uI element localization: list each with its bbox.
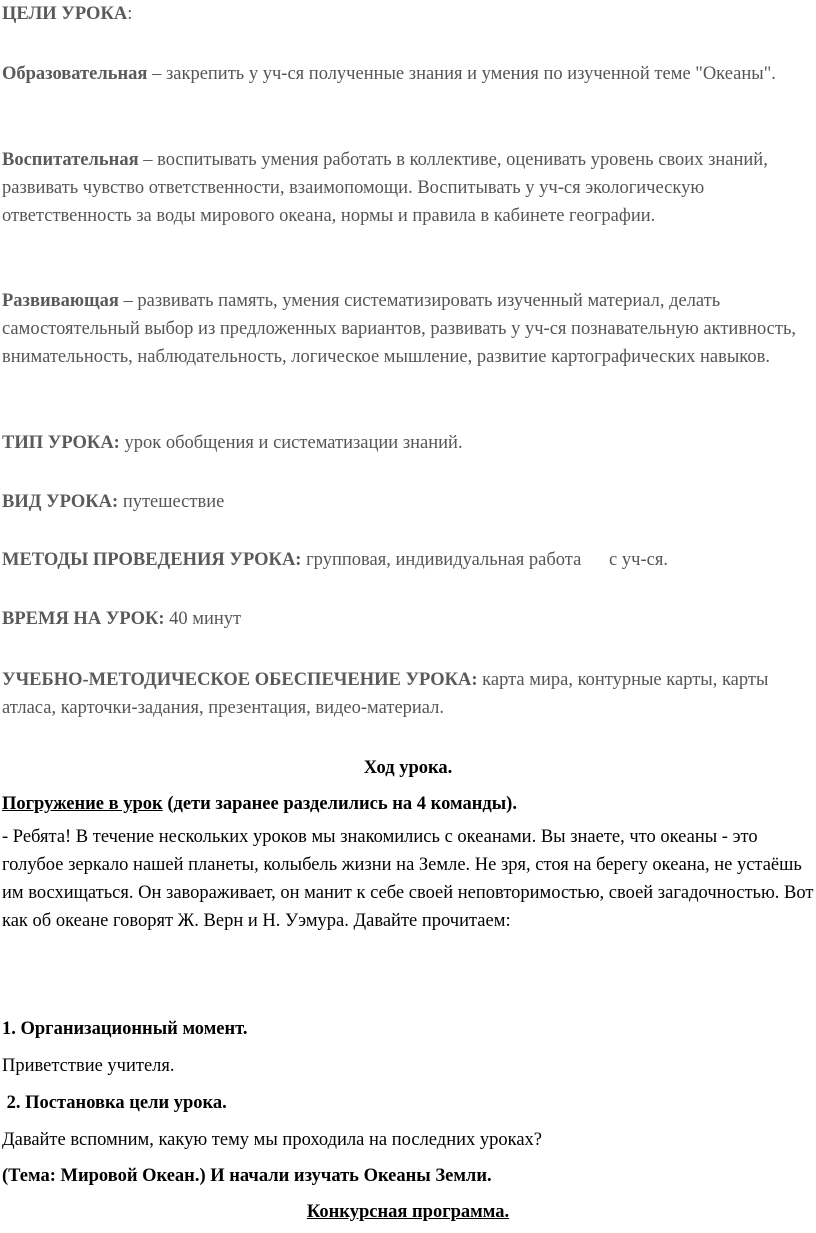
developing-goal-text: – развивать память, умения систематизировать изученный материал, делать самостоятельный выбор из предложенных вариантов, развивать у уч-ся познавательную активность, внимательность, наблюдательность, логическое мышление, развитие картографических навыков. <box>2 291 797 367</box>
lesson-kind-label: ВИД УРОКА: <box>2 492 119 512</box>
educational-goal-label: Образовательная <box>2 64 148 84</box>
lesson-kind-value: путешествие <box>118 492 225 512</box>
topic-line-text: (Тема: Мировой Океан.) И начали изучать Океаны Земли. <box>2 1166 492 1186</box>
lesson-type-value: урок обобщения и систематизации знаний. <box>119 433 463 453</box>
upbringing-goal <box>2 146 814 230</box>
goals-heading <box>2 0 814 28</box>
step2-title <box>2 1089 814 1117</box>
lesson-type-label: ТИП УРОКА: <box>2 433 120 453</box>
step1-text: Приветствие учителя. <box>2 1056 175 1076</box>
goals-heading-label: ЦЕЛИ УРОКА <box>2 4 128 24</box>
goals-heading-suffix: : <box>127 4 133 24</box>
developing-goal <box>2 287 814 371</box>
upbringing-goal-text: – воспитывать умения работать в коллективе, оценивать уровень своих знаний, развивать чувство ответственности, взаимопомощи. Воспитывать у уч-ся экологическую ответственность за воды мирового океана, нормы и правила в кабинете географии. <box>2 150 768 226</box>
lesson-methods <box>2 546 814 574</box>
lesson-methods-label: МЕТОДЫ ПРОВЕДЕНИЯ УРОКА: <box>2 550 302 570</box>
lesson-time-value: 40 минут <box>164 609 242 629</box>
step2-text: Давайте вспомним, какую тему мы проходила на последних уроках? <box>2 1130 542 1150</box>
immersion-note: (дети заранее разделились на 4 команды). <box>162 794 517 814</box>
step1-title <box>2 1015 814 1043</box>
topic-line <box>2 1162 814 1190</box>
immersion-label: Погружение в урок <box>2 794 163 814</box>
step1-title-text: 1. Организационный момент. <box>2 1019 248 1039</box>
intro-paragraph: - Ребята! В течение нескольких уроков мы знакомились с океанами. Вы знаете, что океаны - это голубое зеркало нашей планеты, колыбель жизни на Земле. Не зря, стоя на берегу океана, не устаёшь им восхищаться. Он завораживает, он манит к себе своей неповторимостью, своей загадочностью. Вот как об океане говорят Ж. Верн и Н. Уэмура. Давайте прочитаем: <box>2 827 814 931</box>
educational-goal-text: – закрепить у уч-ся полученные знания и умения по изученной теме "Океаны". <box>147 64 776 84</box>
lesson-methods-value: групповая, индивидуальная работа с уч-ся. <box>301 550 668 570</box>
lesson-materials-value: карта мира, контурные карты, карты атласа, карточки-задания, презентация, видео-материал. <box>2 670 769 718</box>
lesson-time-label: ВРЕМЯ НА УРОК: <box>2 609 165 629</box>
course-title <box>0 754 816 782</box>
lesson-type <box>2 429 814 457</box>
lesson-materials-label: УЧЕБНО-МЕТОДИЧЕСКОЕ ОБЕСПЕЧЕНИЕ УРОКА: <box>2 670 478 690</box>
upbringing-goal-label: Воспитательная <box>2 150 139 170</box>
immersion-heading <box>2 790 814 818</box>
course-title-text: Ход урока. <box>363 758 453 778</box>
contest-title-text: Конкурсная программа. <box>306 1202 510 1222</box>
lesson-time <box>2 605 814 633</box>
lesson-kind <box>2 488 814 516</box>
step2-title-text: 2. Постановка цели урока. <box>2 1093 227 1113</box>
contest-title <box>0 1198 816 1226</box>
developing-goal-label: Развивающая <box>2 291 119 311</box>
educational-goal <box>2 60 814 88</box>
lesson-materials <box>2 666 814 722</box>
